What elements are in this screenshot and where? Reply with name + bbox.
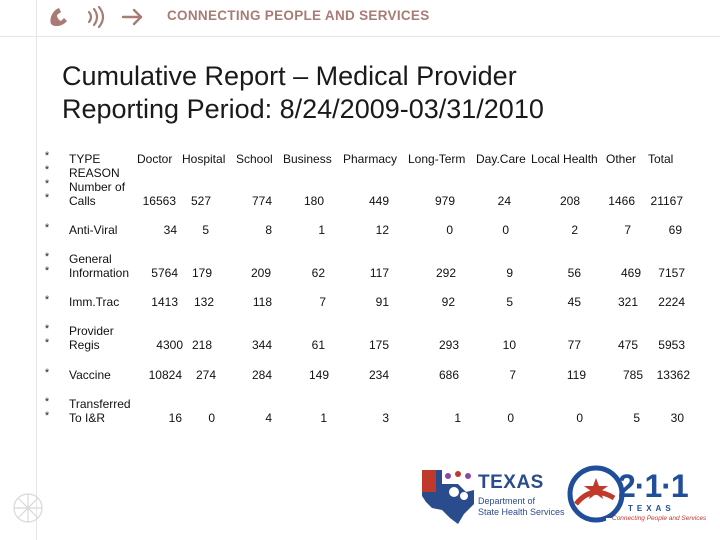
arrow-right-icon	[123, 10, 141, 24]
table-cell: 24	[497, 194, 511, 208]
bullet: *	[44, 265, 50, 277]
table-cell: 234	[368, 368, 389, 382]
row-label: Anti-Viral	[69, 223, 118, 237]
column-header-doctor: Doctor	[137, 152, 173, 166]
row-label: Calls	[69, 194, 96, 208]
table-cell: 5	[202, 223, 209, 237]
table-cell: 292	[435, 266, 456, 280]
column-header-pharmacy: Pharmacy	[343, 152, 398, 166]
bullet: *	[44, 367, 50, 379]
table-cell: 0	[502, 223, 509, 237]
table-cell: 4	[265, 411, 272, 425]
texas-logo-sub-line: State Health Services	[478, 506, 565, 517]
table-cell: 208	[559, 194, 580, 208]
table-cell: 0	[576, 411, 583, 425]
row-label: Regis	[69, 338, 100, 352]
column-header-daycare: Day.Care	[476, 152, 526, 166]
two-one-one-state: TEXAS	[628, 504, 675, 513]
table-cell: 1	[454, 411, 461, 425]
table-cell: 92	[441, 295, 455, 309]
table-cell: 7	[624, 223, 631, 237]
column-header-long-term: Long-Term	[408, 152, 466, 166]
row-label: Vaccine	[69, 368, 111, 382]
phone-icon	[50, 8, 67, 26]
table-cell: 1	[320, 411, 327, 425]
column-header-hospital: Hospital	[182, 152, 226, 166]
table-cell: 209	[250, 266, 271, 280]
table-cell: 30	[670, 411, 684, 425]
bullet: *	[44, 164, 50, 176]
column-header-business: Business	[283, 152, 332, 166]
table-cell: 5	[506, 295, 513, 309]
table-cell: 91	[375, 295, 389, 309]
table-cell: 8	[265, 223, 272, 237]
table-cell: 1466	[608, 194, 635, 208]
bullet: *	[44, 178, 50, 190]
table-cell: 0	[507, 411, 514, 425]
header-icons	[45, 4, 155, 30]
table-cell: 13362	[656, 368, 690, 382]
table-cell: 785	[622, 368, 643, 382]
table-cell: 61	[311, 338, 325, 352]
table-cell: 293	[438, 338, 459, 352]
table-cell: 774	[251, 194, 272, 208]
table-cell: 4300	[156, 338, 183, 352]
table-cell: 119	[566, 368, 586, 382]
bullet: *	[44, 337, 50, 349]
sound-waves-icon	[89, 7, 103, 27]
table-cell: 9	[506, 266, 513, 280]
texas-logo-subtitle	[478, 496, 565, 517]
column-header-other: Other	[606, 152, 637, 166]
table-cell: 0	[446, 223, 453, 237]
page-title	[62, 60, 544, 126]
table-cell: 10824	[148, 368, 182, 382]
row-label: Imm.Trac	[69, 295, 120, 309]
table-cell: 16	[168, 411, 182, 425]
table-cell: 321	[617, 295, 638, 309]
title-line-1: Cumulative Report – Medical Provider	[62, 61, 517, 91]
table-cell: 3	[382, 411, 389, 425]
table-cell: 218	[191, 338, 212, 352]
table-cell: 16563	[142, 194, 176, 208]
bullet: *	[44, 410, 50, 422]
title-line-2: Reporting Period: 8/24/2009-03/31/2010	[62, 94, 544, 124]
texas-logo-sub-line: Department of	[478, 496, 536, 506]
column-header-total: Total	[648, 152, 674, 166]
table-cell: 686	[438, 368, 459, 382]
bullet: *	[44, 323, 50, 335]
column-header-school: School	[236, 152, 273, 166]
table-cell: 344	[251, 338, 272, 352]
table-cell: 284	[251, 368, 272, 382]
header-reason-label: REASON	[69, 166, 120, 180]
table-cell: 132	[193, 295, 214, 309]
table-cell: 69	[668, 223, 682, 237]
two-one-one-number: 2·1·1	[618, 468, 688, 504]
texas-logo-name: TEXAS	[478, 472, 544, 493]
table-cell: 475	[617, 338, 638, 352]
bullet: *	[44, 251, 50, 263]
row-label: Information	[69, 266, 130, 280]
bullet: *	[44, 192, 50, 204]
table-cell: 12	[375, 223, 389, 237]
row-label: General	[69, 252, 112, 266]
table-cell: 77	[567, 338, 581, 352]
table-cell: 7	[319, 295, 326, 309]
row-label: Transferred	[69, 397, 131, 411]
row-label: To I&R	[69, 411, 106, 425]
table-cell: 979	[434, 194, 455, 208]
table-cell: 449	[368, 194, 389, 208]
table-cell: 21167	[650, 194, 683, 208]
header-tagline: CONNECTING PEOPLE AND SERVICES	[167, 8, 430, 23]
bullet: *	[44, 396, 50, 408]
two-one-one-tagline: Connecting People and Services	[612, 515, 707, 522]
table-cell: 34	[163, 223, 177, 237]
table-cell: 45	[567, 295, 581, 309]
table-cell: 7157	[658, 266, 685, 280]
table-cell: 5	[633, 411, 640, 425]
table-cell: 10	[502, 338, 516, 352]
decorative-swirl-icon	[8, 488, 48, 528]
table-cell: 1413	[151, 295, 178, 309]
row-label: Number of	[69, 180, 126, 194]
bullet: *	[44, 294, 50, 306]
table-cell: 62	[311, 266, 325, 280]
table-cell: 274	[195, 368, 216, 382]
table-cell: 56	[567, 266, 581, 280]
table-cell: 180	[303, 194, 324, 208]
bullet: *	[44, 150, 50, 162]
table-cell: 7	[509, 368, 516, 382]
table-cell: 5953	[658, 338, 685, 352]
column-header-type: TYPE	[69, 152, 101, 166]
row-label: Provider	[69, 324, 114, 338]
table-cell: 118	[252, 295, 272, 309]
vertical-rule	[36, 0, 37, 540]
bullet: *	[44, 222, 50, 234]
table-cell: 2224	[658, 295, 685, 309]
table-cell: 179	[191, 266, 212, 280]
column-header-local-health: Local Health	[531, 152, 598, 166]
table-cell: 175	[368, 338, 389, 352]
table-cell: 149	[308, 368, 329, 382]
table-cell: 2	[571, 223, 578, 237]
table-cell: 1	[318, 223, 325, 237]
table-cell: 117	[369, 266, 389, 280]
table-cell: 5764	[151, 266, 178, 280]
table-cell: 527	[190, 194, 211, 208]
table-cell: 0	[208, 411, 215, 425]
horizontal-rule	[0, 36, 720, 37]
table-cell: 469	[620, 266, 641, 280]
